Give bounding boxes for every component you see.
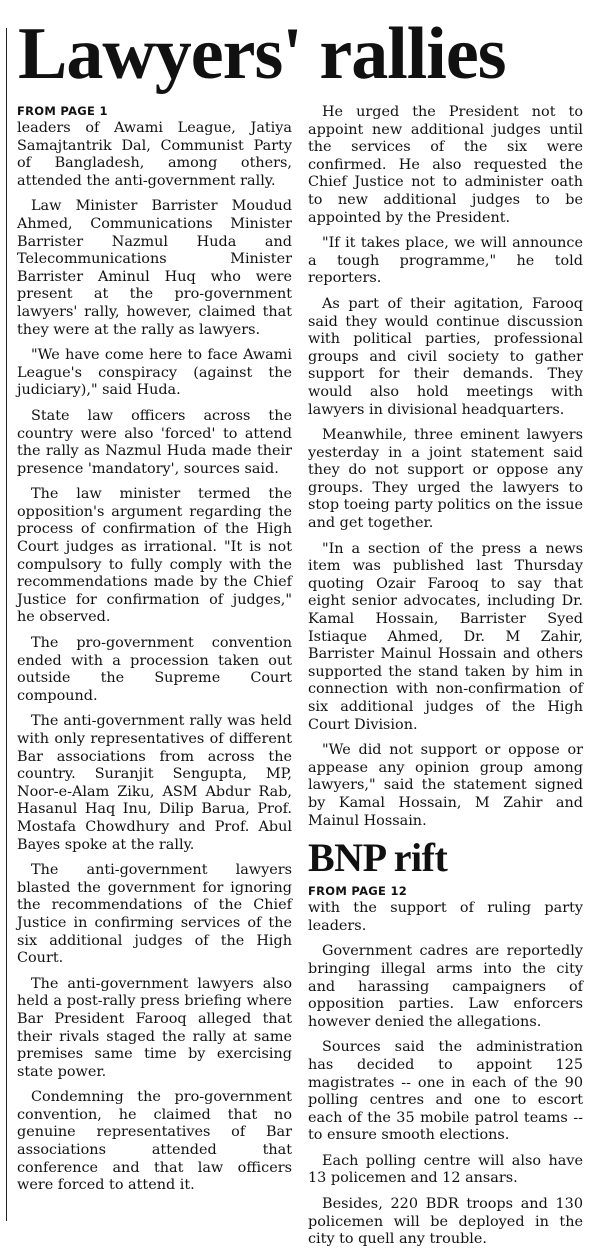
paragraph: leaders of Awami League, Jatiya Samajtantrik Dal, Communist Party of Bangladesh, among others, attended the anti-government rally. <box>17 120 292 189</box>
paragraph: "We have come here to face Awami League's conspiracy (against the judiciary)," said Huda. <box>17 347 292 399</box>
second-story-headline: BNP rift <box>308 835 448 881</box>
paragraph: The law minister termed the opposition's argument regarding the process of confirmation of the High Court judges as irrational. "It is not compulsory to fully comply with the recommendations made by the Chief Justice for confirmation of judges," he observed. <box>17 486 292 626</box>
paragraph: As part of their agitation, Farooq said they would continue discussion with political parties, professional groups and civil society to gather support for their demands. They would also hold meetings with lawyers in divisional headquarters. <box>308 295 583 418</box>
paragraph: "In a section of the press a news item was published last Thursday quoting Ozair Farooq to say that eight senior advocates, including Dr. Kamal Hossain, Barrister Syed Istiaque Ahmed, Dr. M Zahir, Barrister Mainul Hossain and others supported the stand taken by him in connection with non-confirmation of six additional judges of the High Court Division. <box>308 540 583 733</box>
paragraph: Meanwhile, three eminent lawyers yesterday in a joint statement said they do not support or oppose any groups. They urged the lawyers to stop toeing party politics on the issue and get together. <box>308 427 583 532</box>
right-column <box>308 104 583 1257</box>
paragraph: Government cadres are reportedly bringing illegal arms into the city and harassing campaigners of opposition parties. Law enforcers however denied the allegations. <box>308 943 583 1030</box>
kicker-from-page-1: FROM PAGE 1 <box>17 104 108 118</box>
paragraph: Besides, 220 BDR troops and 130 policemen will be deployed in the city to quell any trouble. <box>308 1196 583 1248</box>
paragraph: "If it takes place, we will announce a tough programme," he told reporters. <box>308 235 583 287</box>
paragraph: The anti-government rally was held with only representatives of different Bar associations from across the country. Suranjit Sengupta, MP, Noor-e-Alam Ziku, ASM Abdur Rab, Hasanul Haq Inu, Dilip Barua, Prof. Mostafa Chowdhury and Prof. Abul Bayes spoke at the rally. <box>17 713 292 853</box>
left-column <box>17 104 292 1203</box>
paragraph: Law Minister Barrister Moudud Ahmed, Communications Minister Barrister Nazmul Huda and Telecommunications Minister Barrister Aminul Huq who were present at the pro-government lawyers' rally, however, claimed that they were at the rally as lawyers. <box>17 198 292 338</box>
kicker-from-page-12: FROM PAGE 12 <box>308 884 408 899</box>
headline: Lawyers' rallies <box>18 13 506 95</box>
paragraph: Sources said the administration has decided to appoint 125 magistrates -- one in each of the 90 polling centres and one to escort each of the 35 mobile patrol teams -- to ensure smooth elections. <box>308 1039 583 1144</box>
paragraph: with the support of ruling party leaders. <box>308 900 583 934</box>
paragraph: Each polling centre will also have 13 policemen and 12 ansars. <box>308 1152 583 1187</box>
paragraph: The pro-government convention ended with a procession taken out outside the Supreme Court compound. <box>17 635 292 704</box>
column-rule <box>6 28 7 1221</box>
paragraph: The anti-government lawyers also held a post-rally press briefing where Bar President Farooq alleged that their rivals staged the rally at same premises same time by exercising state power. <box>17 975 292 1080</box>
paragraph: He urged the President not to appoint new additional judges until the services of the six were confirmed. He also requested the Chief Justice not to administer oath to new additional judges to be appointed by the President. <box>308 104 583 226</box>
paragraph: "We did not support or oppose or appease any opinion group among lawyers," said the statement signed by Kamal Hossain, M Zahir and Mainul Hossain. <box>308 742 583 829</box>
paragraph: The anti-government lawyers blasted the government for ignoring the recommendations of the Chief Justice in confirming services of the six additional judges of the High Court. <box>17 862 292 967</box>
paragraph: State law officers across the country were also 'forced' to attend the rally as Nazmul Huda made their presence 'mandatory', sources said. <box>17 407 292 477</box>
paragraph: Condemning the pro-government convention, he claimed that no genuine representatives of Bar associations attended that conference and that law officers were forced to attend it. <box>17 1089 292 1194</box>
